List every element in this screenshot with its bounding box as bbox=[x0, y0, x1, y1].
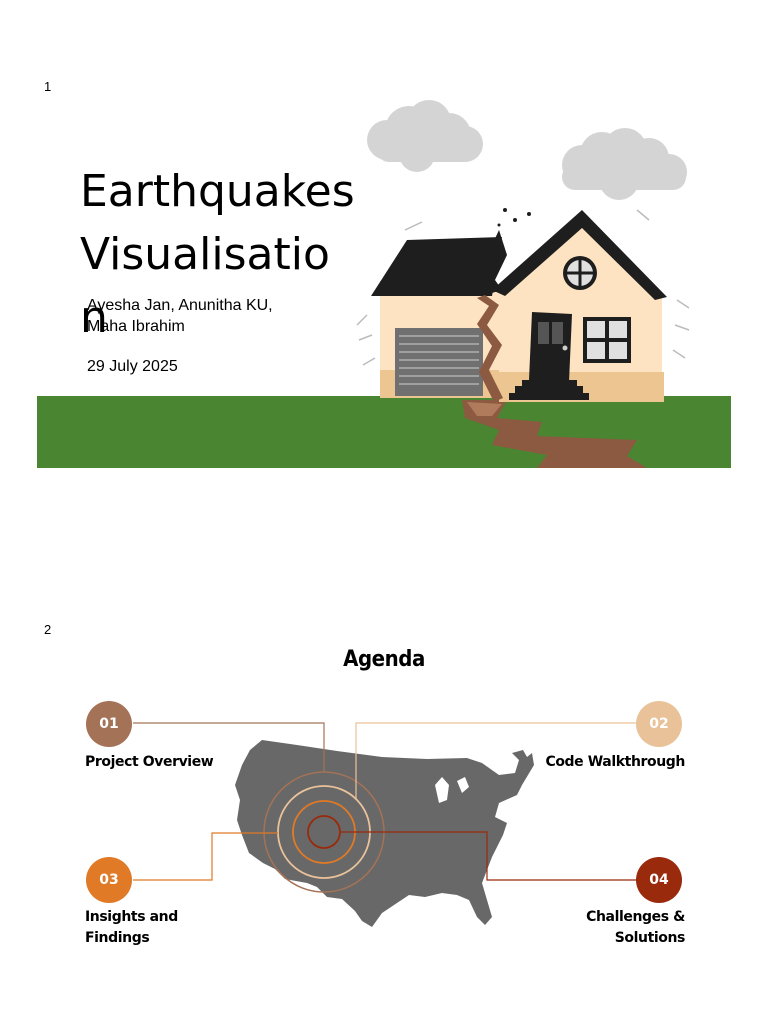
agenda-item-code-walkthrough: Code Walkthrough bbox=[545, 754, 685, 770]
agenda-title: Agenda bbox=[343, 647, 425, 672]
agenda-item-challenges-solutions: Challenges & Solutions bbox=[586, 909, 685, 946]
agenda-badge-03: 03 bbox=[86, 857, 132, 903]
us-map-graphic bbox=[37, 625, 731, 1020]
agenda-badge-04: 04 bbox=[636, 857, 682, 903]
slide-title: Earthquakes Visualisation bbox=[80, 166, 355, 343]
title-slide bbox=[37, 80, 731, 468]
presentation-date: 29 July 2025 bbox=[87, 358, 178, 375]
agenda-item-insights-findings: Insights and Findings bbox=[85, 909, 178, 946]
page-number: 1 bbox=[44, 79, 52, 94]
cloud-icon bbox=[562, 128, 687, 200]
agenda-item-project-overview: Project Overview bbox=[85, 754, 214, 770]
agenda-badge-02: 02 bbox=[636, 701, 682, 747]
page-number: 2 bbox=[44, 622, 52, 637]
cloud-icon bbox=[367, 100, 483, 172]
agenda-badge-01: 01 bbox=[86, 701, 132, 747]
authors: Ayesha Jan, Anunitha KU, Maha Ibrahim bbox=[87, 297, 273, 335]
agenda-slide bbox=[37, 625, 731, 1020]
